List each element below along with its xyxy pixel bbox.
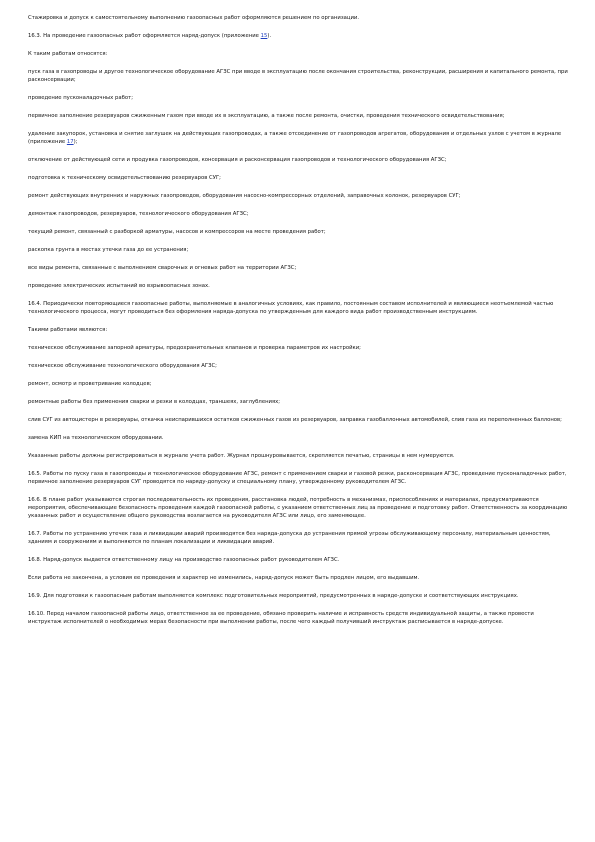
list-item-welding-repair: все виды ремонта, связанные с выполнением сварочных и огневых работ на территории АГЗС; [28, 265, 297, 271]
list-item-blockage-text: удаление закупорок, установка и снятие заглушек на действующих газопроводах, а также отсоединение от газопроводов агрегатов, оборудования и отдельных узлов с учетом в журнале (приложение [28, 131, 562, 145]
paragraph-16-9: 16.9. Для подготовки к газоопасным работам выполняется комплекс подготовительных мероприятий, предусмотренных в наряде-допуске и соответствующих инструкциях. [28, 593, 519, 599]
appendix-17-link[interactable]: 17 [66, 139, 74, 145]
list-item-blockage-removal [28, 130, 568, 146]
list-item-commissioning: проведение пусконаладочных работ; [28, 95, 133, 101]
paragraph-extension: Если работа не закончена, а условия ее проведения и характер не изменились, наряд-допуск может быть продлен лицом, его выдавшим. [28, 575, 420, 581]
list-item-blockage-tail: ); [73, 139, 78, 145]
document-page [28, 14, 568, 636]
list-item-dismantling: демонтаж газопроводов, резервуаров, технологического оборудования АГЗС; [28, 211, 249, 217]
paragraph-such-works: Такими работами являются: [28, 327, 108, 333]
paragraph-staff-admission: Стажировка и допуск к самостоятельному выполнению газоопасных работ оформляются решением по организации. [28, 15, 360, 21]
paragraph-16-5: 16.5. Работы по пуску газа в газопроводы и технологическое оборудование АГЗС, ремонт с применением сварки и газовой резки, расконсервация АГЗС, проведение пусконаладочных работ, первичное заполнение резервуаров СУГ проводятся по наряду-допуску и специальному плану, утвержденному руководителем АГЗС. [28, 471, 567, 485]
list-item-excavation: раскопка грунта в местах утечки газа до ее устранения; [28, 247, 189, 253]
list-item-well-ventilation: ремонт, осмотр и проветривание колодцев; [28, 381, 152, 387]
list-item-instrument-replacement: замена КИП на технологическом оборудовании. [28, 435, 164, 441]
paragraph-16-4: 16.4. Периодически повторяющиеся газоопасные работы, выполняемые в аналогичных условиях, как правило, постоянным составом исполнителей и являющиеся неотъемлемой частью технологического процесса, могут проводиться без оформления наряда-допуска по утвержденным для каждого вида работ производственным инструкциям. [28, 301, 554, 315]
list-item-repair-no-welding: ремонтные работы без применения сварки и резки в колодцах, траншеях, заглублениях; [28, 399, 281, 405]
paragraph-16-3-tail: ). [267, 33, 272, 39]
list-item-pipeline-repair: ремонт действующих внутренних и наружных газопроводов, оборудования насосно-компрессорных отделений, заправочных колонок, резервуаров СУГ; [28, 193, 461, 199]
paragraph-16-6: 16.6. В плане работ указываются строгая последовательность их проведения, расстановка людей, потребность в механизмах, приспособлениях и материалах, предусматриваются мероприятия, обеспечивающие безопасность проведения каждой газоопасной работы, с указанием ответственных лиц за проведение и подготовку работ. Ответственность за координацию указанных работ и осуществление общего руководства возлагается на руководителя АГЗС или лицо, его заменяющее. [28, 497, 568, 519]
list-item-inspection-prep: подготовка к техническому освидетельствованию резервуаров СУГ; [28, 175, 221, 181]
paragraph-16-3 [28, 32, 568, 40]
list-item-electrical-tests: проведение электрических испытаний во взрывоопасных зонах. [28, 283, 210, 289]
appendix-15-link[interactable]: 15 [260, 33, 268, 39]
paragraph-16-3-text: 16.3. На проведение газоопасных работ оформляется наряд-допуск (приложение [28, 33, 261, 39]
list-item-equipment-maintenance: техническое обслуживание технологического оборудования АГЗС; [28, 363, 217, 369]
list-item-tank-filling: первичное заполнение резервуаров сжиженным газом при вводе их в эксплуатацию, а также после ремонта, очистки, проведения технического освидетельствования; [28, 113, 505, 119]
paragraph-16-7: 16.7. Работы по устранению утечек газа и ликвидации аварий производятся без наряда-допуска до устранения прямой угрозы обслуживающему персоналу, материальным ценностям, зданиям и сооружениям и выполняются по планам локализации и ликвидации аварий. [28, 531, 551, 545]
list-item-gas-start: пуск газа в газопроводы и другое технологическое оборудование АГЗС при вводе в эксплуатацию после окончания строительства, реконструкции, расширения и капитального ремонта, при расконсервации; [28, 69, 568, 83]
list-item-disconnection: отключение от действующей сети и продувка газопроводов, консервация и расконсервация газопроводов и технологического оборудования АГЗС; [28, 157, 447, 163]
paragraph-16-8: 16.8. Наряд-допуск выдается ответственному лицу на производство газоопасных работ руководителем АГЗС. [28, 557, 340, 563]
list-item-current-repair: текущий ремонт, связанный с разборкой арматуры, насосов и компрессоров на месте проведения работ; [28, 229, 326, 235]
paragraph-16-10: 16.10. Перед началом газоопасной работы лицо, ответственное за ее проведение, обязано проверить наличие и исправность средств индивидуальной защиты, а также провести инструктаж исполнителей о необходимых мерах безопасности при выполнении работы, после чего каждый получивший инструктаж расписывается в наряде-допуске. [28, 611, 534, 625]
paragraph-work-log: Указанные работы должны регистрироваться в журнале учета работ. Журнал прошнуровывается, скрепляется печатью, страницы в нем нумеруются. [28, 453, 455, 459]
paragraph-works-intro: К таким работам относятся: [28, 51, 108, 57]
list-item-lpg-drain: слив СУГ из автоцистерн в резервуары, откачка неиспарившихся остатков сжиженных газов из резервуаров, заправка газобаллонных автомобилей, слив газа из переполненных баллонов; [28, 417, 562, 423]
list-item-valve-maintenance: техническое обслуживание запорной арматуры, предохранительных клапанов и проверка параметров их настройки; [28, 345, 361, 351]
